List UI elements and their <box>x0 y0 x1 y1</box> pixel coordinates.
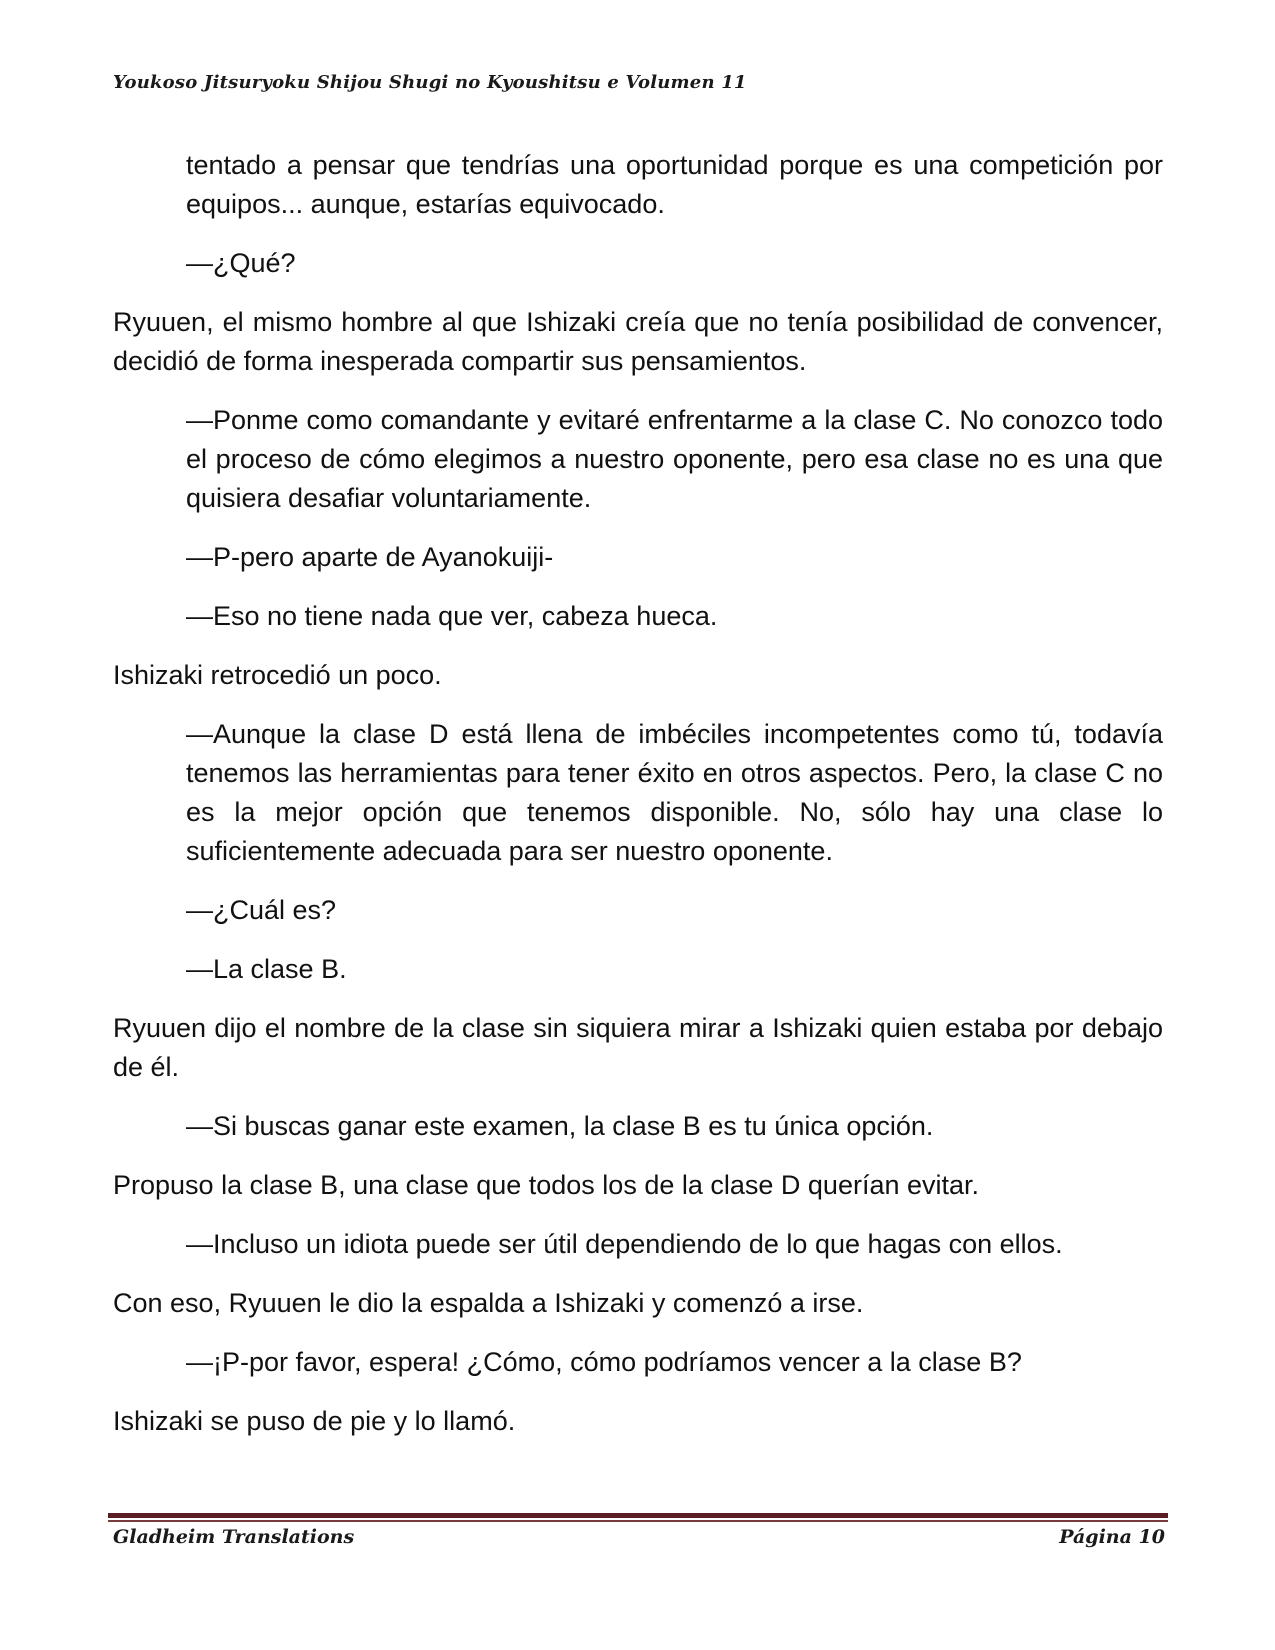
paragraph-dialogue: —Si buscas ganar este examen, la clase B es tu única opción. <box>186 1111 934 1141</box>
footer-divider <box>108 1513 1168 1522</box>
paragraph-narration: Ishizaki retrocedió un poco. <box>113 660 442 690</box>
paragraph-dialogue: —¿Qué? <box>186 248 296 278</box>
footer-divider-thin <box>108 1520 1168 1522</box>
footer-credit: Gladheim Translations <box>113 1526 355 1548</box>
paragraph-dialogue: —La clase B. <box>186 954 347 984</box>
paragraph-dialogue: —Eso no tiene nada que ver, cabeza hueca. <box>186 601 718 631</box>
paragraph-narration: Con eso, Ryuuen le dio la espalda a Ishizaki y comenzó a irse. <box>113 1288 864 1318</box>
paragraph-narration: Ishizaki se puso de pie y lo llamó. <box>113 1406 516 1436</box>
paragraph-narration: Ryuuen dijo el nombre de la clase sin siquiera mirar a Ishizaki quien estaba por debajo de él. <box>113 1013 1163 1082</box>
paragraph-dialogue: tentado a pensar que tendrías una oportunidad porque es una competición por equipos... aunque, estarías equivocado. <box>186 150 1163 219</box>
page-body <box>113 146 1163 1461</box>
paragraph-dialogue: —¿Cuál es? <box>186 895 337 925</box>
paragraph-narration: Propuso la clase B, una clase que todos los de la clase D querían evitar. <box>113 1170 980 1200</box>
paragraph-dialogue: —¡P-por favor, espera! ¿Cómo, cómo podríamos vencer a la clase B? <box>186 1347 1022 1377</box>
paragraph-dialogue: —P-pero aparte de Ayanokuiji- <box>186 542 554 572</box>
paragraph-dialogue: —Aunque la clase D está llena de imbéciles incompetentes como tú, todavía tenemos las herramientas para tener éxito en otros aspectos. Pero, la clase C no es la mejor opción que tenemos disponible. No, sólo hay una clase lo suficientemente adecuada para ser nuestro oponente. <box>186 719 1163 866</box>
page-number: Página 10 <box>1059 1526 1165 1548</box>
paragraph-dialogue: —Ponme como comandante y evitaré enfrentarme a la clase C. No conozco todo el proceso de cómo elegimos a nuestro oponente, pero esa clase no es una que quisiera desafiar voluntariamente. <box>186 405 1163 513</box>
paragraph-dialogue: —Incluso un idiota puede ser útil dependiendo de lo que hagas con ellos. <box>186 1229 1063 1259</box>
header-title: Youkoso Jitsuryoku Shijou Shugi no Kyoushitsu e Volumen 11 <box>113 72 747 93</box>
paragraph-narration: Ryuuen, el mismo hombre al que Ishizaki creía que no tenía posibilidad de convencer, decidió de forma inesperada compartir sus pensamientos. <box>113 307 1163 376</box>
